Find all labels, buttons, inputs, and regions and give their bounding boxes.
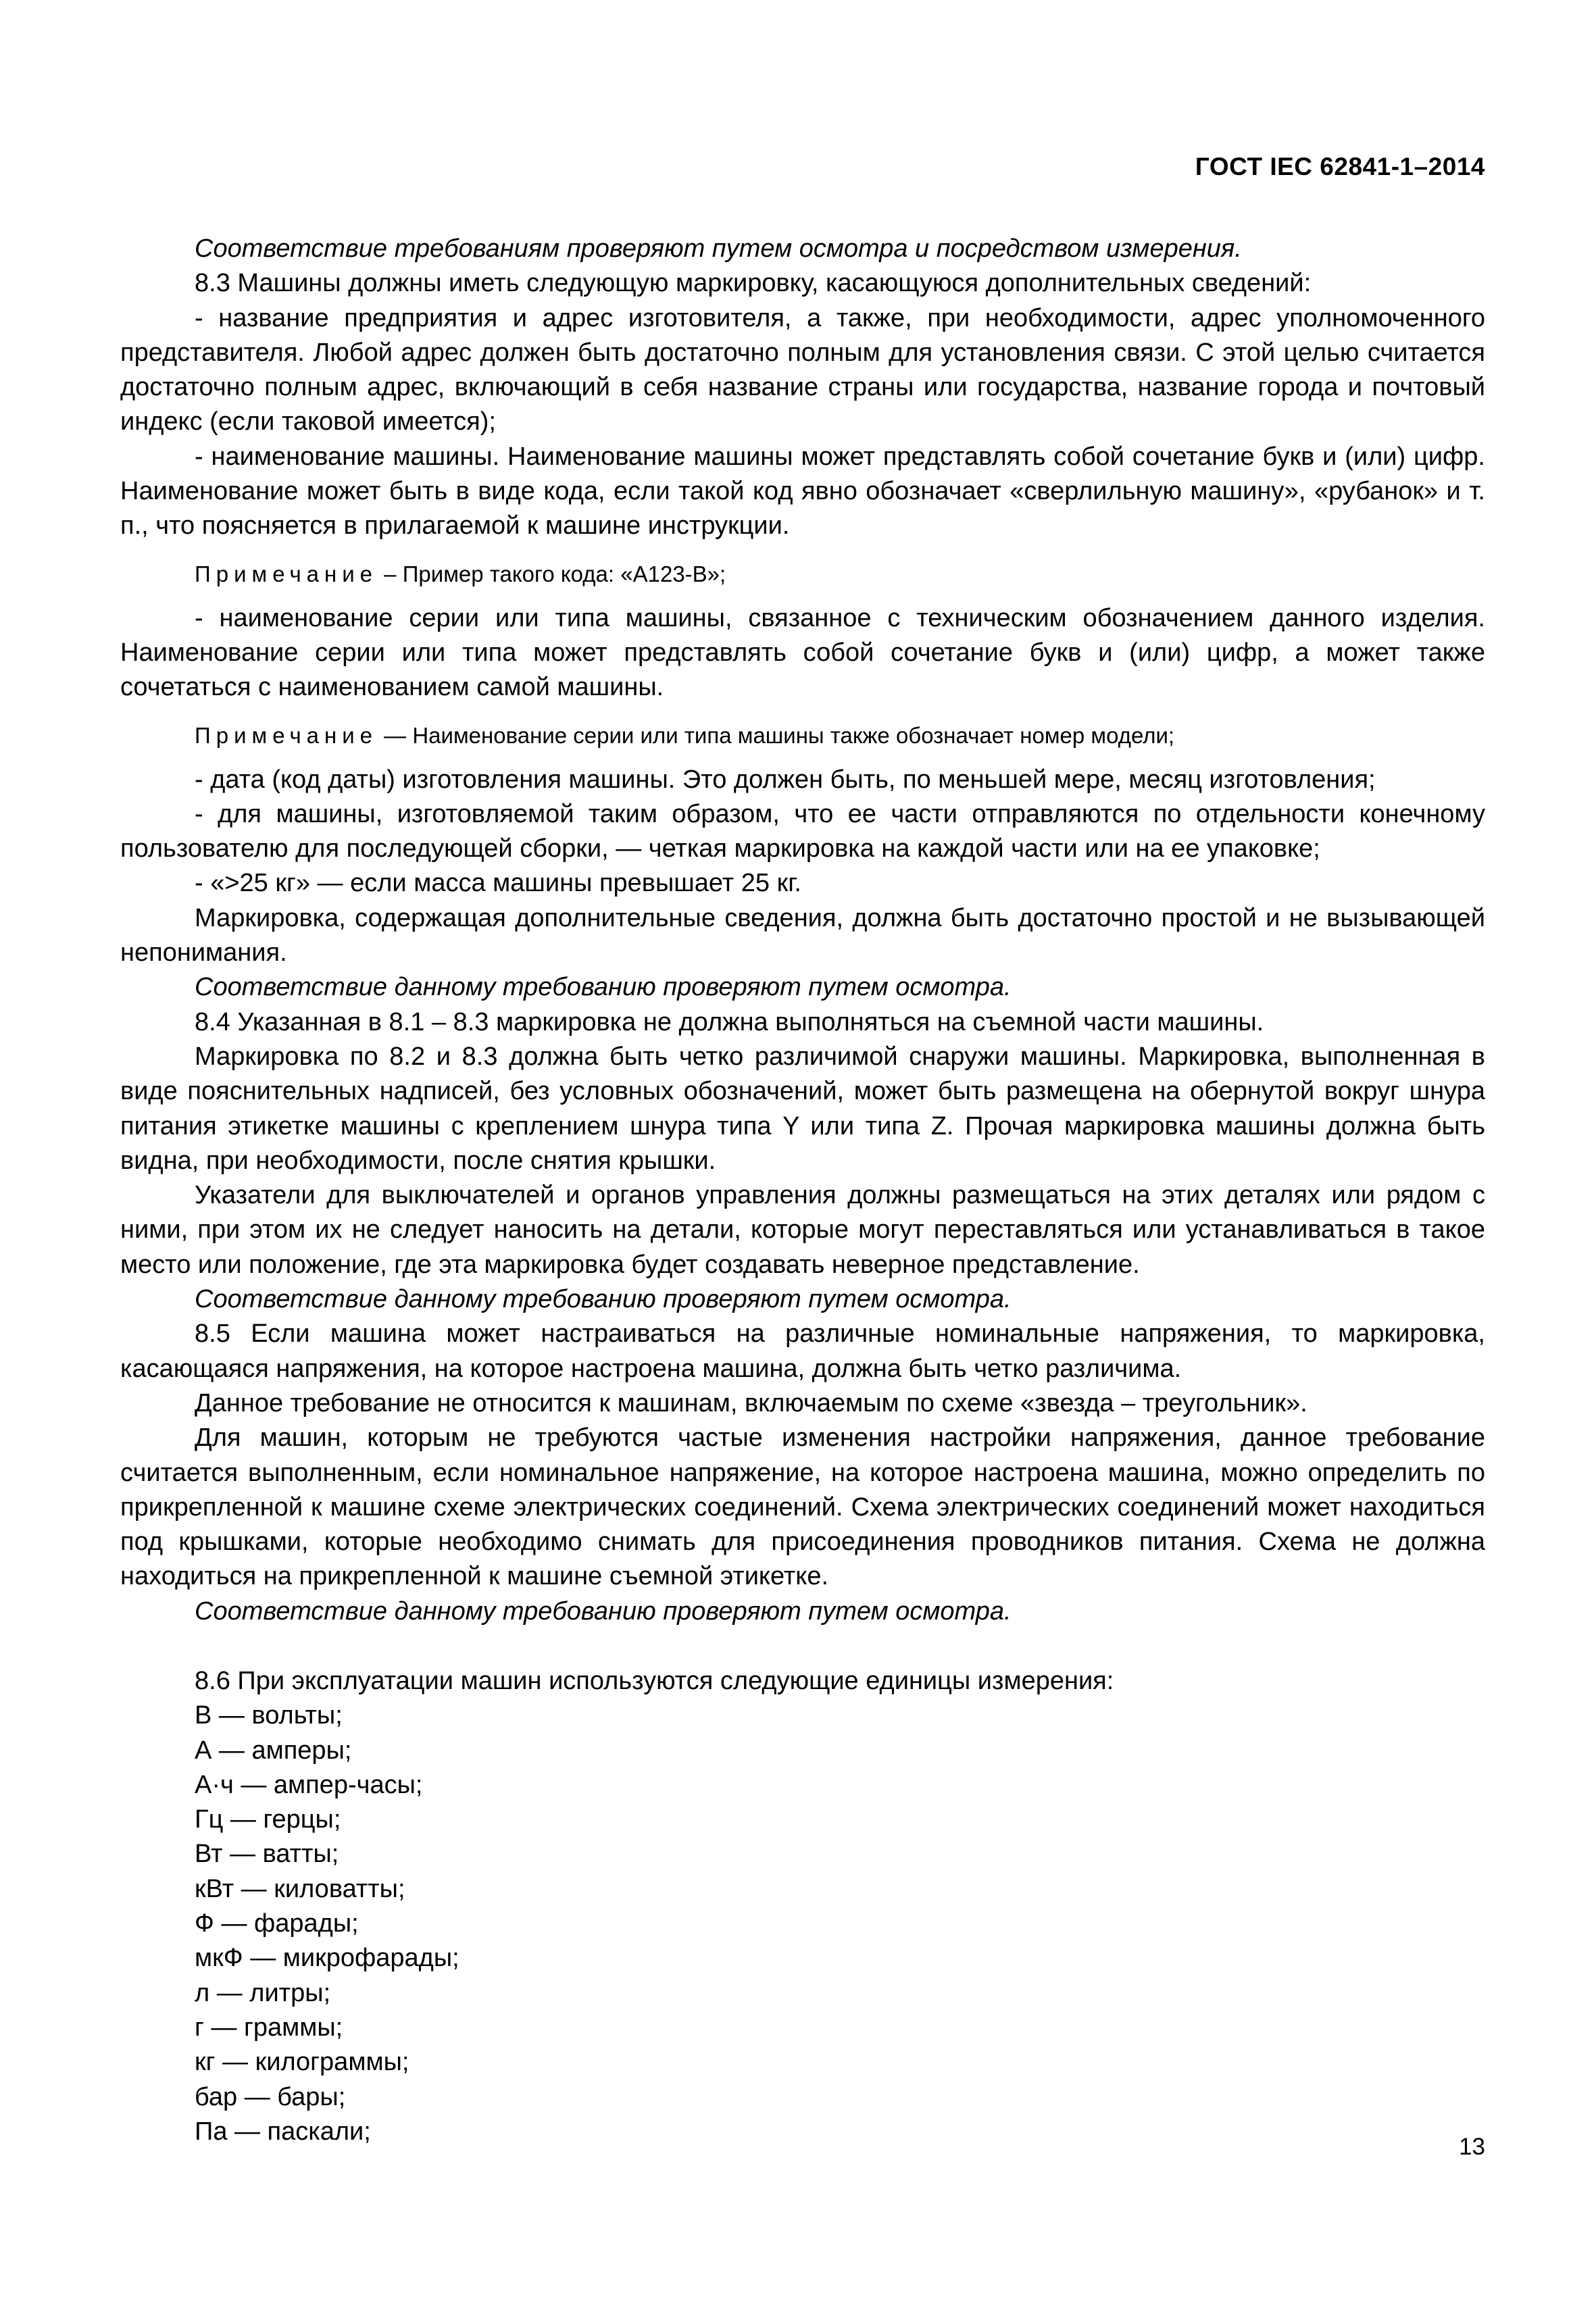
unit-item: мкФ — микрофарады; [195,1944,459,1973]
unit-item: бар — бары; [195,2082,346,2111]
separate-parts-item: - для машины, изготовляемой таким образом, что ее части отправляются по отдельности конечному пользователю для последующей сборки, — четкая маркировка на каждой части или на ее упаковке; [120,799,1485,863]
compliance-check-paragraph: Соответствие данному требованию проверяют путем осмотра. [195,1285,1012,1314]
document-body [120,232,1485,2149]
page-number: 13 [1459,2134,1485,2160]
star-delta-paragraph: Данное требование не относится к машинам, включаемым по схеме «звезда – треугольник». [195,1388,1307,1417]
marking-visibility-paragraph: Маркировка по 8.2 и 8.3 должна быть четко различимой снаружи машины. Маркировка, выполненная в виде пояснительных надписей, без условных обозначений, может быть размещена на обернутой вокруг шнура питания этикетке машины с креплением шнура типа Y или типа Z. Прочая маркировка машины должна быть видна, при необходимости, после снятия крышки. [120,1042,1485,1175]
wiring-diagram-paragraph: Для машин, которым не требуются частые изменения настройки напряжения, данное требование считается выполненным, если номинальное напряжение, на которое настроена машина, можно определить по прикрепленной к машине схеме электрических соединений. Схема электрических соединений может находиться под крышками, которые необходимо снимать для присоединения проводников питания. Схема не должна находиться на прикрепленной к машине съемной этикетке. [120,1424,1485,1591]
unit-item: А — амперы; [195,1736,352,1765]
mass-marking-item: - «>25 кг» — если масса машины превышает 25 кг. [195,869,801,898]
document-code-header: ГОСТ IEC 62841-1–2014 [1195,153,1485,180]
unit-item: л — литры; [195,1978,331,2007]
clause-8-6-paragraph: 8.6 При эксплуатации машин используются следующие единицы измерения: [195,1666,1114,1695]
unit-item: Гц — герцы; [195,1805,341,1834]
spacer [120,1629,1485,1664]
unit-item: кг — килограммы; [195,2048,409,2077]
series-type-item: - наименование серии или типа машины, связанное с техническим обозначением данного изделия. Наименование серии или типа может представлять собой сочетание букв и (или) цифр, а может также сочетаться с наименованием самой машины. [120,603,1485,702]
clause-8-4-paragraph: 8.4 Указанная в 8.1 – 8.3 маркировка не должна выполняться на съемной части машины. [195,1007,1264,1036]
unit-item: Па — паскали; [195,2117,371,2146]
clause-8-3-paragraph: 8.3 Машины должны иметь следующую маркировку, касающуюся дополнительных сведений: [195,269,1312,298]
note-label: Примечание [195,561,378,586]
unit-item: Ф — фарады; [195,1909,359,1938]
clause-8-5-paragraph: 8.5 Если машина может настраиваться на различные номинальные напряжения, то маркировка, касающаяся напряжения, на которое настроена машина, должна быть четко различима. [120,1319,1485,1383]
compliance-check-paragraph: Соответствие данному требованию проверяют путем осмотра. [195,1596,1012,1626]
units-list [120,1699,1485,2149]
unit-item: Вт — ватты; [195,1840,339,1869]
marking-simplicity-paragraph: Маркировка, содержащая дополнительные сведения, должна быть достаточно простой и не вызывающей непонимания. [120,903,1485,967]
note-text: – Пример такого кода: «А123-В»; [378,561,726,586]
note-text: — Наименование серии или типа машины также обозначает номер модели; [378,722,1175,748]
note-model-number [120,720,1485,751]
compliance-check-paragraph: Соответствие данному требованию проверяют путем осмотра. [195,973,1012,1002]
compliance-check-paragraph: Соответствие требованиям проверяют путем осмотра и посредством измерения. [195,234,1242,263]
machine-name-item: - наименование машины. Наименование машины может представлять собой сочетание букв и (или) цифр. Наименование может быть в виде кода, если такой код явно обозначает «сверлильную машину», «рубанок» и т. п., что поясняется в прилагаемой к машине инструкции. [120,442,1485,540]
unit-item: г — граммы; [195,2013,343,2042]
unit-item: В — вольты; [195,1701,343,1730]
manufacturer-address-item: - название предприятия и адрес изготовителя, а также, при необходимости, адрес уполномоченного представителя. Любой адрес должен быть достаточно полным для установления связи. С этой целью считается достаточно полным адрес, включающий в себя название страны или государства, название города и почтовый индекс (если таковой имеется); [120,303,1485,436]
manufacture-date-item: - дата (код даты) изготовления машины. Это должен быть, по меньшей мере, месяц изготовления; [195,765,1376,794]
unit-item: А·ч — ампер-часы; [195,1770,423,1799]
note-code-example [120,559,1485,589]
switch-indicators-paragraph: Указатели для выключателей и органов управления должны размещаться на этих деталях или рядом с ними, при этом их не следует наносить на детали, которые могут переставляться или устанавливаться в такое место или положение, где эта маркировка будет создавать неверное представление. [120,1181,1485,1279]
unit-item: кВт — киловатты; [195,1874,405,1903]
note-label: Примечание [195,722,378,748]
